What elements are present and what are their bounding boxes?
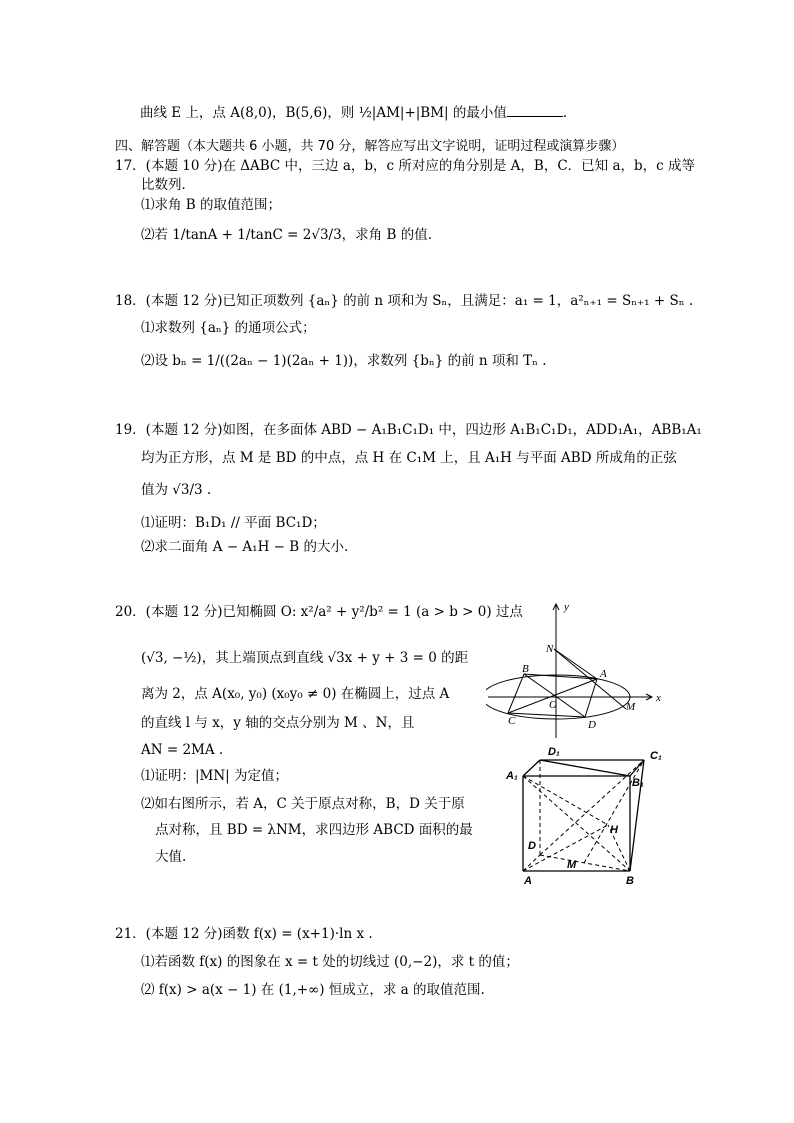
q20-part1: ⑴证明：|MN| 为定值； [141, 768, 289, 784]
q19-part1: ⑴证明：B₁D₁ // 平面 BC₁D； [141, 515, 326, 531]
label-n: N [546, 643, 554, 655]
edge-a1d1 [523, 760, 540, 776]
label-h: H [610, 824, 618, 836]
label-o: O [549, 699, 557, 711]
label-m: M [626, 701, 636, 713]
answer-blank [507, 104, 563, 117]
label-y: y [564, 601, 569, 613]
q18-line1: 18．(本题 12 分)已知正项数列 {aₙ} 的前 n 项和为 Sₙ，且满足：a₁ = 1，a²ₙ₊₁ = Sₙ₊₁ + Sₙ . [115, 293, 694, 309]
q17-part1: ⑴求角 B 的取值范围； [141, 197, 282, 213]
segment-a1h [523, 776, 608, 825]
q20-part2-line3: 大值. [155, 849, 187, 865]
label-d1: D₁ [548, 746, 560, 758]
label-x: x [656, 692, 661, 704]
q17-line2: 比数列． [141, 177, 195, 193]
label-d: D [528, 840, 536, 852]
q20-line2: (√3, −½)，其上端顶点到直线 √3x + y + 3 = 0 的距 [141, 650, 469, 666]
q17-part2: ⑵若 1/tanA + 1/tanC = 2√3/3，求角 B 的值. [141, 227, 432, 243]
label-b: B [626, 875, 634, 885]
segment-na [554, 649, 597, 679]
q17-line1: 17．(本题 10 分)在 ΔABC 中，三边 a，b，c 所对应的角分别是 A，B，C．已知 a，b，c 成等 [115, 158, 696, 174]
q20-part2-line1: ⑵如右图所示，若 A，C 关于原点对称，B，D 关于原 [141, 796, 465, 812]
polyhedron-figure [504, 745, 689, 885]
label-d: D [588, 719, 596, 731]
q20-line4: 的直线 l 与 x，y 轴的交点分别为 M 、N，且 [141, 715, 415, 731]
q16-tail [140, 104, 567, 122]
label-a: A [524, 875, 532, 885]
label-b1: B₁ [632, 777, 644, 789]
label-a1: A₁ [506, 770, 518, 782]
q20-line1: 20．(本题 12 分)已知椭圆 O: x²/a² + y²/b² = 1 (a > b > 0) 过点 [115, 604, 523, 620]
label-m: M [567, 859, 577, 871]
q20-line3: 离为 2，点 A(x₀, y₀) (x₀y₀ ≠ 0) 在椭圆上，过点 A [141, 686, 450, 702]
q20-part2-line2: 点对称，且 BD = λNM，求四边形 ABCD 面积的最 [155, 822, 473, 838]
q16-end: . [562, 105, 568, 121]
q19-line2: 均为正方形，点 M 是 BD 的中点，点 H 在 C₁M 上，且 A₁H 与平面 ABD 所成角的正弦 [141, 450, 677, 466]
q18-part2: ⑵设 bₙ = 1/((2aₙ − 1)(2aₙ + 1))，求数列 {bₙ} 的前 n 项和 Tₙ . [141, 353, 547, 369]
q21-part1: ⑴若函数 f(x) 的图象在 x = t 处的切线过 (0,−2)，求 t 的值； [141, 954, 519, 970]
q16-text: 曲线 E 上，点 A(8,0)，B(5,6)，则 ½|AM|+|BM| 的最小值 [140, 105, 507, 121]
section-4-heading: 四、解答题（本大题共 6 小题，共 70 分，解答应写出文字说明，证明过程或演算步骤） [115, 139, 625, 154]
label-c1: C₁ [650, 750, 662, 762]
q19-line1: 19．(本题 12 分)如图，在多面体 ABD − A₁B₁C₁D₁ 中，四边形 A₁B₁C₁D₁，ADD₁A₁，ABB₁A₁ [115, 422, 702, 438]
edge-db [540, 855, 630, 871]
q19-line3: 值为 √3/3 . [141, 482, 212, 498]
label-c: C [508, 715, 516, 727]
q21-part2: ⑵ f(x) > a(x − 1) 在 (1,+∞) 恒成立，求 a 的取值范围. [141, 982, 485, 998]
segment-d1b1 [540, 760, 630, 776]
q19-part2: ⑵求二面角 A − A₁H − B 的大小. [141, 539, 349, 555]
segment-dc1 [540, 760, 644, 855]
q18-part1: ⑴求数列 {aₙ} 的通项公式； [141, 320, 316, 336]
label-b: B [522, 663, 529, 675]
ellipse-figure [486, 600, 666, 740]
label-a: A [600, 668, 607, 680]
q21-line1: 21．(本题 12 分)函数 f(x) = (x+1)·ln x . [115, 926, 373, 942]
q20-line5: AN = 2MA . [141, 742, 224, 758]
